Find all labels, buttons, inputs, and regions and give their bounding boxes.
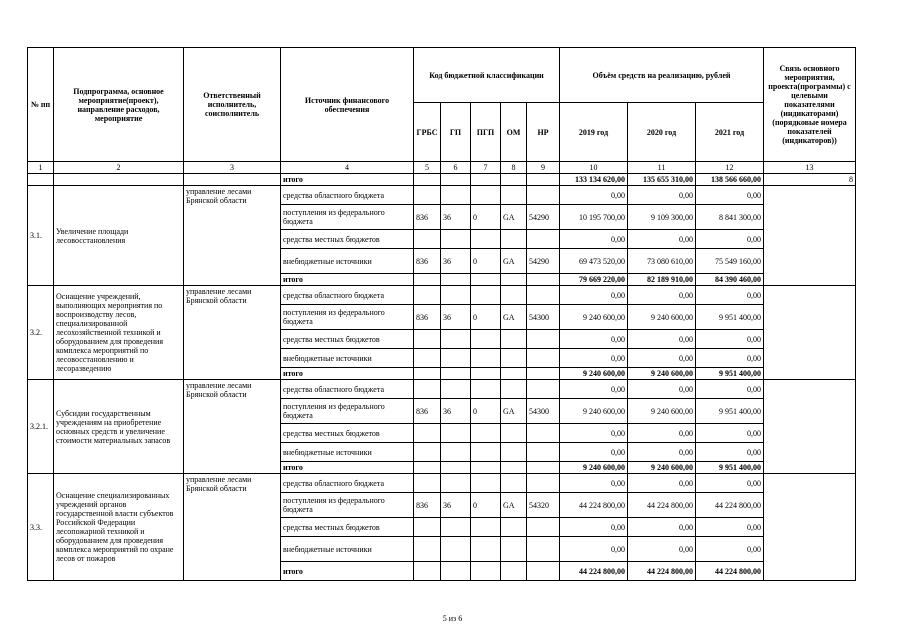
value-2019: 0,00: [560, 518, 628, 537]
value-2019: 0,00: [560, 186, 628, 205]
code-grbs: 836: [414, 493, 441, 518]
header-np: НР: [527, 103, 560, 162]
code-pgp: 0: [471, 493, 501, 518]
colnum: 6: [441, 162, 471, 174]
header-source: Источник финансового обеспечения: [281, 48, 414, 162]
grand-total-row: [28, 174, 856, 186]
code-pgp: [471, 186, 501, 205]
section-total-2020: 9 240 600,00: [628, 368, 696, 380]
code-pgp: 0: [471, 399, 501, 424]
code-np: 54290: [527, 205, 560, 230]
value-2019: 9 240 600,00: [560, 305, 628, 330]
value-2020: 0,00: [628, 349, 696, 368]
header-grbs: ГРБС: [414, 103, 441, 162]
funding-source: поступления из федерального бюджета: [281, 399, 414, 424]
colnum: 5: [414, 162, 441, 174]
section-total-2019: 9 240 600,00: [560, 368, 628, 380]
code-gp: [441, 518, 471, 537]
page-number: 5 из 6: [442, 614, 463, 623]
value-2020: 0,00: [628, 380, 696, 399]
value-2020: 0,00: [628, 443, 696, 462]
value-2019: 10 195 700,00: [560, 205, 628, 230]
indicator-link: [764, 380, 856, 474]
value-2020: 0,00: [628, 330, 696, 349]
value-2021: 0,00: [696, 286, 764, 305]
table-row: [28, 286, 856, 305]
section-number: 3.1.: [28, 186, 54, 286]
code-om: GA: [501, 205, 527, 230]
code-om: [501, 443, 527, 462]
value-2021: 0,00: [696, 186, 764, 205]
value-2020: 0,00: [628, 230, 696, 249]
section-total-2021: 84 390 460,00: [696, 274, 764, 286]
value-2019: 0,00: [560, 443, 628, 462]
section-total-2019: 79 669 220,00: [560, 274, 628, 286]
code-pgp: [471, 474, 501, 493]
code-np: [527, 330, 560, 349]
total-link: 8: [764, 174, 856, 186]
code-np: [527, 186, 560, 205]
header-no: № пп: [28, 48, 54, 162]
value-2020: 0,00: [628, 474, 696, 493]
value-2020: 0,00: [628, 186, 696, 205]
code-gp: 36: [441, 249, 471, 274]
value-2021: 0,00: [696, 537, 764, 562]
budget-table: [27, 47, 856, 581]
code-pgp: [471, 230, 501, 249]
table-row: [28, 186, 856, 205]
code-np: [527, 380, 560, 399]
code-np: 54300: [527, 305, 560, 330]
section-name: Оснащение специализированных учреждений органов государственной власти субъектов Российской Федерации лесопожарной техникой и оборудованием для проведения комплекса мероприятий по охране лесов от пожаров: [54, 474, 184, 581]
total-2019: 133 134 620,00: [560, 174, 628, 186]
code-pgp: [471, 330, 501, 349]
section-number: 3.2.: [28, 286, 54, 380]
colnum: 9: [527, 162, 560, 174]
code-np: [527, 349, 560, 368]
funding-source: средства областного бюджета: [281, 380, 414, 399]
colnum: 4: [281, 162, 414, 174]
section-total-label: итого: [281, 562, 414, 581]
value-2019: 0,00: [560, 330, 628, 349]
section-executor: управление лесами Брянской области: [184, 186, 281, 286]
code-gp: [441, 330, 471, 349]
code-pgp: [471, 380, 501, 399]
code-om: GA: [501, 249, 527, 274]
value-2020: 73 080 610,00: [628, 249, 696, 274]
section-executor: управление лесами Брянской области: [184, 380, 281, 474]
value-2021: 44 224 800,00: [696, 493, 764, 518]
value-2020: 0,00: [628, 518, 696, 537]
code-grbs: [414, 518, 441, 537]
value-2019: 44 224 800,00: [560, 493, 628, 518]
code-np: [527, 286, 560, 305]
code-np: [527, 518, 560, 537]
code-pgp: [471, 443, 501, 462]
header-2020: 2020 год: [628, 103, 696, 162]
code-om: [501, 286, 527, 305]
indicator-link: [764, 286, 856, 380]
code-grbs: [414, 349, 441, 368]
code-om: [501, 186, 527, 205]
colnum: 13: [764, 162, 856, 174]
code-gp: [441, 186, 471, 205]
section-name: Субсидии государственным учреждениям на приобретение основных средств и увеличение стоимости материальных запасов: [54, 380, 184, 474]
code-grbs: [414, 537, 441, 562]
code-om: [501, 349, 527, 368]
code-pgp: 0: [471, 205, 501, 230]
funding-source: средства областного бюджета: [281, 286, 414, 305]
header-budget-code: Код бюджетной классификации: [414, 48, 560, 103]
code-grbs: [414, 286, 441, 305]
section-total-2020: 9 240 600,00: [628, 462, 696, 474]
value-2021: 75 549 160,00: [696, 249, 764, 274]
value-2021: 0,00: [696, 230, 764, 249]
total-label: итого: [281, 174, 414, 186]
code-gp: [441, 349, 471, 368]
code-om: [501, 518, 527, 537]
colnum: 10: [560, 162, 628, 174]
section-executor: управление лесами Брянской области: [184, 286, 281, 380]
table-row: [28, 380, 856, 399]
code-pgp: [471, 424, 501, 443]
code-gp: 36: [441, 205, 471, 230]
header-executor: Ответственный исполнитель, соисполнитель: [184, 48, 281, 162]
colnum: 3: [184, 162, 281, 174]
indicator-link: [764, 186, 856, 286]
code-pgp: 0: [471, 305, 501, 330]
code-grbs: [414, 443, 441, 462]
funding-source: средства областного бюджета: [281, 474, 414, 493]
code-pgp: [471, 537, 501, 562]
code-np: 54300: [527, 399, 560, 424]
value-2021: 0,00: [696, 474, 764, 493]
value-2019: 0,00: [560, 537, 628, 562]
column-numbers-row: [28, 162, 856, 174]
code-gp: [441, 443, 471, 462]
funding-source: средства местных бюджетов: [281, 518, 414, 537]
value-2020: 44 224 800,00: [628, 493, 696, 518]
table-row: [28, 474, 856, 493]
value-2021: 0,00: [696, 380, 764, 399]
code-om: GA: [501, 493, 527, 518]
code-om: GA: [501, 399, 527, 424]
funding-source: средства местных бюджетов: [281, 330, 414, 349]
colnum: 12: [696, 162, 764, 174]
section-total-2021: 9 951 400,00: [696, 368, 764, 380]
code-gp: 36: [441, 399, 471, 424]
funding-source: внебюджетные источники: [281, 249, 414, 274]
code-grbs: 836: [414, 249, 441, 274]
header-gp: ГП: [441, 103, 471, 162]
funding-source: внебюджетные источники: [281, 349, 414, 368]
section-total-2019: 9 240 600,00: [560, 462, 628, 474]
code-gp: 36: [441, 305, 471, 330]
code-np: [527, 537, 560, 562]
code-om: [501, 330, 527, 349]
code-grbs: [414, 474, 441, 493]
funding-source: поступления из федерального бюджета: [281, 305, 414, 330]
section-total-label: итого: [281, 274, 414, 286]
value-2021: 0,00: [696, 443, 764, 462]
code-om: GA: [501, 305, 527, 330]
funding-source: средства областного бюджета: [281, 186, 414, 205]
code-gp: [441, 380, 471, 399]
code-grbs: [414, 186, 441, 205]
section-number: 3.3.: [28, 474, 54, 581]
value-2019: 0,00: [560, 474, 628, 493]
section-total-2021: 44 224 800,00: [696, 562, 764, 581]
section-total-label: итого: [281, 462, 414, 474]
code-gp: [441, 286, 471, 305]
value-2019: 0,00: [560, 286, 628, 305]
code-om: [501, 230, 527, 249]
funding-source: поступления из федерального бюджета: [281, 205, 414, 230]
section-total-2020: 44 224 800,00: [628, 562, 696, 581]
value-2020: 0,00: [628, 286, 696, 305]
code-grbs: 836: [414, 305, 441, 330]
code-pgp: [471, 286, 501, 305]
code-pgp: 0: [471, 249, 501, 274]
code-grbs: 836: [414, 205, 441, 230]
total-2020: 135 655 310,00: [628, 174, 696, 186]
colnum: 1: [28, 162, 54, 174]
value-2020: 9 240 600,00: [628, 305, 696, 330]
value-2020: 9 240 600,00: [628, 399, 696, 424]
value-2021: 8 841 300,00: [696, 205, 764, 230]
colnum: 7: [471, 162, 501, 174]
section-executor: управление лесами Брянской области: [184, 474, 281, 581]
colnum: 11: [628, 162, 696, 174]
code-om: [501, 424, 527, 443]
code-om: [501, 474, 527, 493]
value-2021: 0,00: [696, 518, 764, 537]
code-np: 54290: [527, 249, 560, 274]
code-pgp: [471, 518, 501, 537]
colnum: 2: [54, 162, 184, 174]
funding-source: средства местных бюджетов: [281, 230, 414, 249]
value-2020: 0,00: [628, 424, 696, 443]
section-name: Увеличение площади лесовосстановления: [54, 186, 184, 286]
value-2021: 0,00: [696, 424, 764, 443]
colnum: 8: [501, 162, 527, 174]
section-number: 3.2.1.: [28, 380, 54, 474]
header-volume: Объём средств на реализацию, рублей: [560, 48, 764, 103]
header-pgp: ПГП: [471, 103, 501, 162]
code-om: [501, 380, 527, 399]
section-total-label: итого: [281, 368, 414, 380]
value-2021: 0,00: [696, 330, 764, 349]
indicator-link: [764, 474, 856, 581]
code-grbs: 836: [414, 399, 441, 424]
code-pgp: [471, 349, 501, 368]
code-np: [527, 230, 560, 249]
header-subprogram: Подпрограмма, основное мероприятие(проект), направление расходов, мероприятие: [54, 48, 184, 162]
code-gp: 36: [441, 493, 471, 518]
code-grbs: [414, 230, 441, 249]
value-2021: 0,00: [696, 349, 764, 368]
header-2021: 2021 год: [696, 103, 764, 162]
code-gp: [441, 474, 471, 493]
code-grbs: [414, 424, 441, 443]
value-2019: 0,00: [560, 424, 628, 443]
section-total-2019: 44 224 800,00: [560, 562, 628, 581]
funding-source: внебюджетные источники: [281, 443, 414, 462]
total-2021: 138 566 660,00: [696, 174, 764, 186]
value-2021: 9 951 400,00: [696, 305, 764, 330]
code-gp: [441, 424, 471, 443]
code-om: [501, 537, 527, 562]
value-2019: 69 473 520,00: [560, 249, 628, 274]
code-gp: [441, 230, 471, 249]
funding-source: поступления из федерального бюджета: [281, 493, 414, 518]
section-total-2020: 82 189 910,00: [628, 274, 696, 286]
code-np: 54320: [527, 493, 560, 518]
value-2019: 0,00: [560, 230, 628, 249]
value-2019: 9 240 600,00: [560, 399, 628, 424]
value-2021: 9 951 400,00: [696, 399, 764, 424]
value-2020: 0,00: [628, 537, 696, 562]
section-name: Оснащение учреждений, выполняющих мероприятия по воспроизводству лесов, специализированной лесохозяйственной техникой и оборудованием для проведения комплекса мероприятий по лесовосстановлению и лесоразведению: [54, 286, 184, 380]
value-2020: 9 109 300,00: [628, 205, 696, 230]
section-total-2021: 9 951 400,00: [696, 462, 764, 474]
funding-source: внебюджетные источники: [281, 537, 414, 562]
code-grbs: [414, 330, 441, 349]
code-gp: [441, 537, 471, 562]
header-link: Связь основного мероприятия, проекта(программы) с целевыми показателями (индикаторами) (порядковые номера показателей (индикаторов)): [764, 48, 856, 162]
code-np: [527, 443, 560, 462]
code-grbs: [414, 380, 441, 399]
code-np: [527, 474, 560, 493]
value-2019: 0,00: [560, 380, 628, 399]
code-np: [527, 424, 560, 443]
header-2019: 2019 год: [560, 103, 628, 162]
header-om: ОМ: [501, 103, 527, 162]
value-2019: 0,00: [560, 349, 628, 368]
funding-source: средства местных бюджетов: [281, 424, 414, 443]
